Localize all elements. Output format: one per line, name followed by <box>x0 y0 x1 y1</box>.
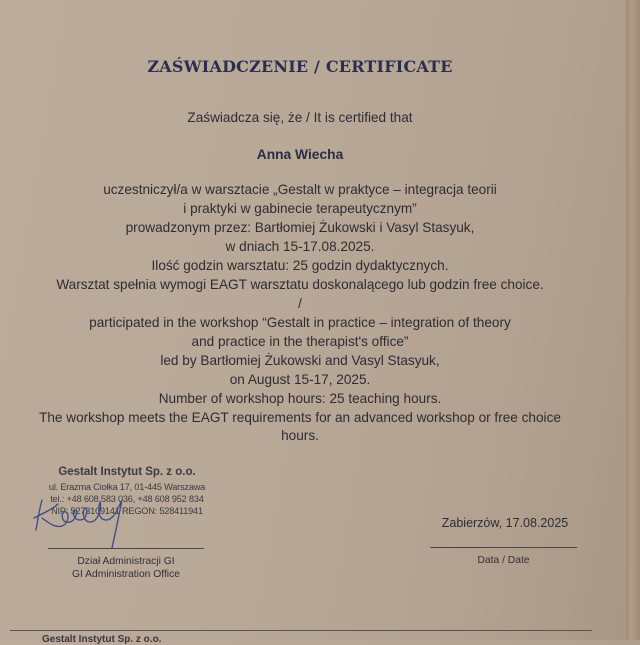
stamp-org-name: Gestalt Instytut Sp. z o.o. <box>58 466 196 478</box>
footer-text-cutoff: Gestalt Instytut Sp. z o.o. <box>42 634 162 645</box>
handwritten-signature <box>28 478 148 550</box>
signature-caption-en: GI Administration Office <box>72 569 180 580</box>
intro-line: Zaświadcza się, że / It is certified that <box>187 110 413 125</box>
body-en-line-4: on August 15-17, 2025. <box>229 372 371 387</box>
signature-line <box>48 548 204 549</box>
date-line <box>430 547 577 548</box>
stamp-ids: NIP: 5273109141 REGON: 528411941 <box>51 506 203 516</box>
body-en-line-5: Number of workshop hours: 25 teaching hours. <box>158 391 442 406</box>
body-en-line-6: The workshop meets the EAGT requirements for an advanced workshop or free choice <box>39 410 561 425</box>
recipient-name: Anna Wiecha <box>256 147 344 162</box>
body-en-line-7: hours. <box>281 428 319 443</box>
body-pl-line-5: Ilość godzin warsztatu: 25 godzin dydaktycznych. <box>151 258 449 273</box>
page-edge-shadow <box>626 0 640 640</box>
stamp-phone: tel.: +48 608 583 036, +48 608 952 834 <box>50 494 204 504</box>
body-en-line-1: participated in the workshop “Gestalt in practice – integration of theory <box>89 315 511 330</box>
body-en-line-2: and practice in the therapist's office” <box>191 334 409 349</box>
date-caption: Data / Date <box>477 555 530 566</box>
body-pl-line-2: i praktyki w gabinecie terapeutycznym” <box>183 201 417 216</box>
issue-date: Zabierzów, 17.08.2025 <box>441 516 569 530</box>
body-pl-line-3: prowadzonym przez: Bartłomiej Żukowski i Vasyl Stasyuk, <box>125 220 475 235</box>
body-pl-line-1: uczestniczył/a w warsztacie „Gestalt w praktyce – integracja teorii <box>103 182 497 197</box>
signature-caption-pl: Dział Administracji GI <box>77 556 175 567</box>
body-pl-line-4: w dniach 15-17.08.2025. <box>225 239 375 254</box>
certificate-title: ZAŚWIADCZENIE / CERTIFICATE <box>147 57 453 76</box>
stamp-address: ul. Erazma Ciołka 17, 01-445 Warszawa <box>48 482 206 492</box>
footer-divider <box>10 630 592 631</box>
body-pl-line-6: Warsztat spełnia wymogi EAGT warsztatu doskonalącego lub godzin free choice. <box>56 277 544 292</box>
language-separator: / <box>298 296 302 311</box>
body-en-line-3: led by Bartłomiej Żukowski and Vasyl Stasyuk, <box>160 353 440 368</box>
